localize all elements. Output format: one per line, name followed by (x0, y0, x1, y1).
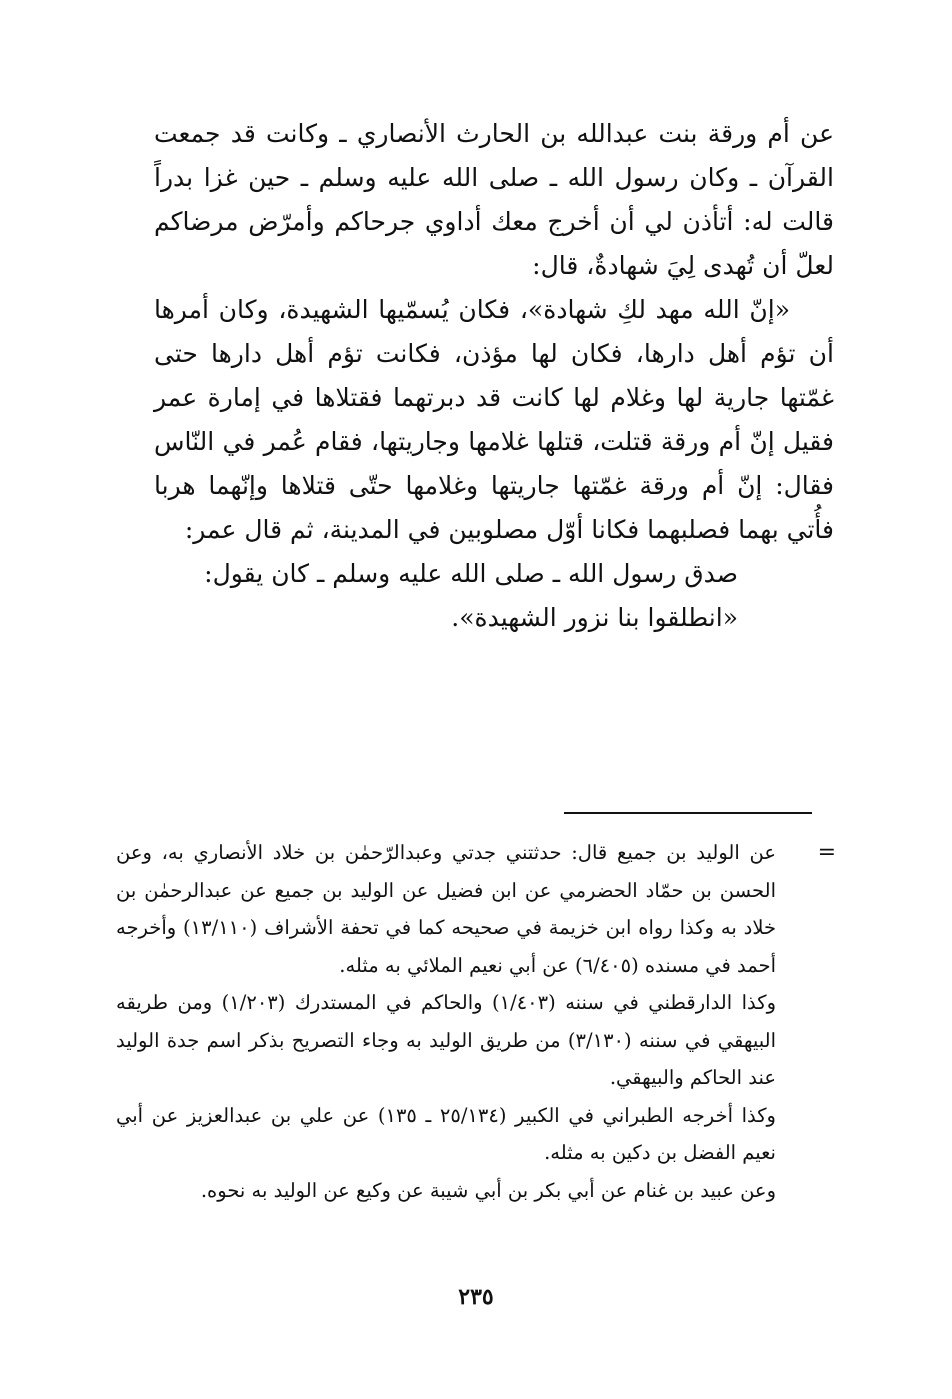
main-text-block (154, 112, 834, 640)
footnote-paragraph-4: وعن عبيد بن غنام عن أبي بكر بن أبي شيبة عن وكيع عن الوليد به نحوه. (200, 1178, 776, 1202)
main-paragraph-1: عن أم ورقة بنت عبدالله بن الحارث الأنصاري ـ وكانت قد جمعت القرآن ـ وكان رسول الله ـ صلى الله عليه وسلم ـ حين غزا بدراً قالت له: أتأذن لي أن أخرج معك أداوي جرحاكم وأمرّض مرضاكم لعلّ أن تُهدى لِيَ شهادةٌ، قال: (154, 119, 834, 280)
footnotes-block (116, 834, 776, 1209)
hadith-quote-line: «انطلقوا بنا نزور الشهيدة». (451, 603, 738, 632)
footnote-divider (564, 812, 812, 814)
footnote-continuation-marker: = (817, 840, 836, 865)
footnote-paragraph-1: عن الوليد بن جميع قال: حدثتني جدتي وعبدالرّحمٰن بن خلاد الأنصاري به، وعن الحسن بن حمّاد الحضرمي عن ابن فضيل عن الوليد بن جميع عن عبدالرحمٰن بن خلاد به وكذا رواه ابن خزيمة في صحيحه كما في تحفة الأشراف (١٣/١١٠) وأخرجه أحمد في مسنده (٦/٤٠٥) عن أبي نعيم الملائي به مثله. (116, 841, 777, 977)
page-number: ٢٣٥ (458, 1284, 494, 1310)
main-paragraph-2: «إنّ الله مهد لكِ شهادة»، فكان يُسمّيها الشهيدة، وكان أمرها أن تؤم أهل دارها، فكان لها مؤذن، فكانت تؤم أهل دارها حتى غمّتها جارية لها وغلام لها كانت قد دبرتهما فقتلاها في إمارة عمر فقيل إنّ أم ورقة قتلت، قتلها غلامها وجاريتها، فقام عُمر في النّاس فقال: إنّ أم ورقة غمّتها جاريتها وغلامها حتّى قتلاها وإنّهما هربا فأُتي بهما فصلبهما فكانا أوّل مصلوبين في المدينة، ثم قال عمر: (154, 295, 834, 544)
quote-intro-line: صدق رسول الله ـ صلى الله عليه وسلم ـ كان يقول: (204, 559, 738, 588)
footnote-paragraph-3: وكذا أخرجه الطبراني في الكبير (٢٥/١٣٤ ـ ١٣٥) عن علي بن عبدالعزيز عن أبي نعيم الفضل بن دكين به مثله. (116, 1103, 776, 1164)
footnote-paragraph-2: وكذا الدارقطني في سننه (١/٤٠٣) والحاكم في المستدرك (١/٢٠٣) ومن طريقه البيهقي في سننه (٣/١٣٠) من طريق الوليد به وجاء التصريح بذكر اسم جدة الوليد عند الحاكم والبيهقي. (116, 991, 776, 1089)
